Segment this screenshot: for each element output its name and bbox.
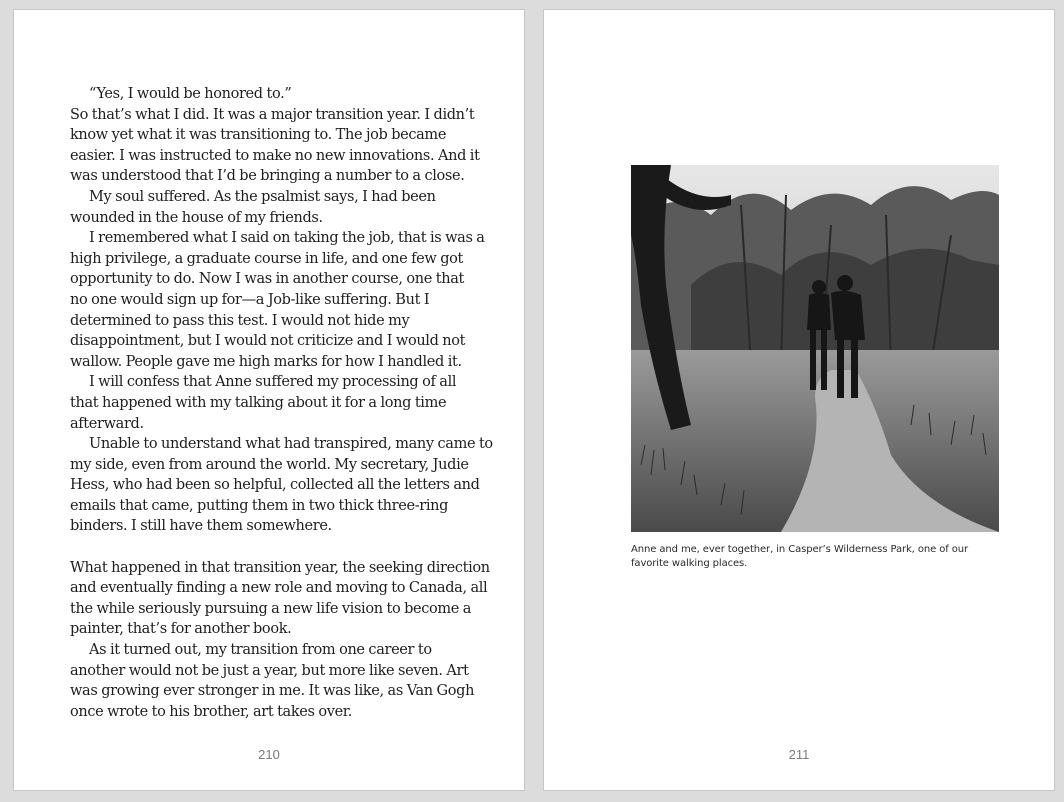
text-line: “Yes, I would be honored to.” [89,86,292,102]
left-page [13,9,525,791]
text-line: emails that came, putting them in two thick three-ring [70,497,449,514]
text-line: was understood that I’d be bringing a number to a close. [70,168,465,185]
text-line: know yet what it was transitioning to. The job became [70,127,447,144]
caption-line: favorite walking places. [631,558,748,569]
text-line: Hess, who had been so helpful, collected all the letters and [70,477,480,494]
text-line: determined to pass this test. I would not hide my [70,312,410,329]
text-line: As it turned out, my transition from one career to [89,642,432,659]
body-text [70,84,493,722]
photo-illustration [631,165,999,532]
text-line: I remembered what I said on taking the job, that is was a [89,230,485,247]
text-line: no one would sign up for—a Job-like suffering. But I [70,291,430,308]
photo-couple-walking [631,165,999,532]
text-line: the while seriously pursuing a new life vision to become a [70,600,472,617]
caption-line: Anne and me, ever together, in Casper’s Wilderness Park, one of our [631,544,969,555]
text-line: that happened with my talking about it for a long time [70,394,447,411]
page-number-right: 211 [788,747,810,762]
text-line: was growing ever stronger in me. It was like, as Van Gogh [70,683,475,700]
photo-caption [631,543,1001,571]
text-line: another would not be just a year, but more like seven. Art [70,662,469,679]
text-line: wounded in the house of my friends. [70,209,323,226]
text-line: my side, even from around the world. My secretary, Judie [70,456,469,473]
text-line: binders. I still have them somewhere. [70,518,332,535]
text-line: high privilege, a graduate course in life, and one few got [70,250,463,267]
text-line: disappointment, but I would not criticize and I would not [70,333,466,350]
text-line: My soul suffered. As the psalmist says, I had been [89,188,436,205]
text-line: Unable to understand what had transpired, many came to [89,436,493,453]
text-line: afterward. [70,415,144,432]
text-line: What happened in that transition year, the seeking direction [70,559,490,576]
text-line: wallow. People gave me high marks for how I handled it. [70,353,462,370]
text-line: once wrote to his brother, art takes over. [70,703,353,720]
text-line: I will confess that Anne suffered my processing of all [89,374,457,391]
text-line: easier. I was instructed to make no new innovations. And it [70,147,480,164]
text-line [70,537,450,558]
text-line: opportunity to do. Now I was in another course, one that [70,271,464,288]
text-line: and eventually finding a new role and moving to Canada, all [70,580,488,597]
page-number-left: 210 [258,747,280,762]
text-line: So that’s what I did. It was a major transition year. I didn’t [70,106,475,123]
text-line: painter, that’s for another book. [70,621,292,638]
right-page [543,9,1055,791]
